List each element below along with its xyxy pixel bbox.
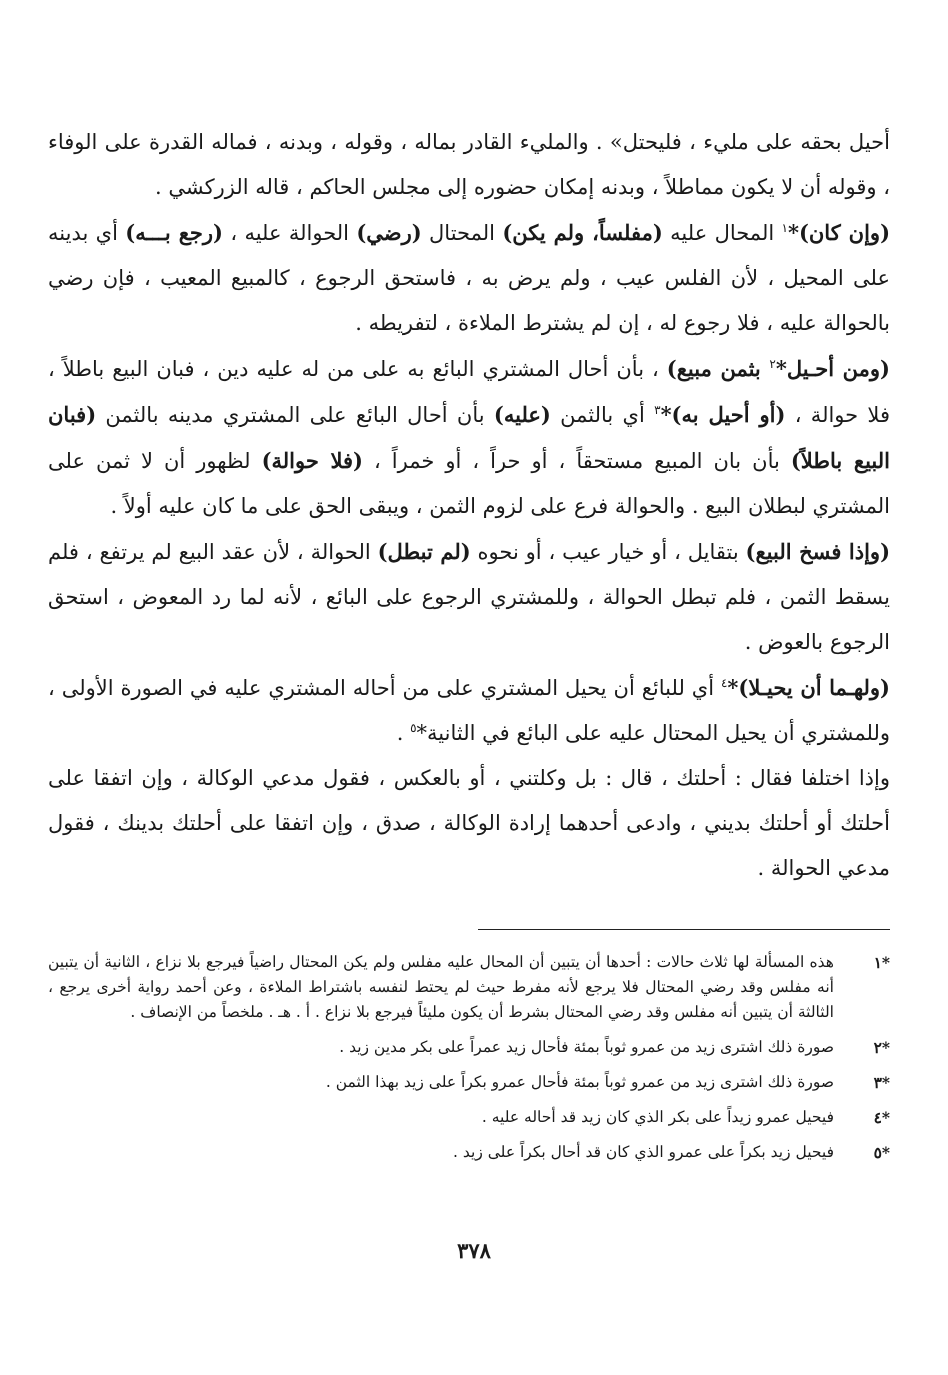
matn-text: (رضي) [356,220,422,245]
footnote-text: هذه المسألة لها ثلاث حالات : أحدها أن يتبين أن المحال عليه مفلس ولم يكن المحتال راضياً فيرجع بلا نزاع ، الثانية أن يتبين أنه مفلس وقد رضي المحتال فلا يرجع لأنه مفرط حيث لم يحتط لنفسه باشتراط الملاءة ، وعن أحمد رواية أخرى يرجع ، الثالثة أن يتبين أنه مفلس وقد رضي المحتال بشرط أن يكون مليئاً فيرجع بلا نزاع . أ . هـ . ملخصاً من الإنصاف . [48,953,834,1021]
footnote-text: صورة ذلك اشترى زيد من عمرو ثوباً بمئة فأحال عمرو بكراً على زيد بهذا الثمن . [325,1073,834,1091]
sharh-text: لظهور أن لا ثمن على المشتري لبطلان البيع . والحوالة فرع على لزوم الثمن ، ويبقى الحق على ما كان عليه أولاً . [48,449,890,518]
footnote [48,1070,890,1095]
matn-text: (ومن أحـيل* [775,356,890,381]
sharh-text: أي بالثمن [550,403,655,427]
sharh-text: المحتال [421,221,503,245]
sharh-text: أي بدينه على المحيل ، لأن الفلس عيب ، ولم يرض به ، فاستحق الرجوع ، كالمبيع المعيب ، فإن رضي بالحوالة عليه ، فلا رجوع له ، إن لم يشترط الملاءة ، لتفريطه . [48,221,890,335]
sharh-text: المحال عليه [662,221,782,245]
footnote-number: *٣ [873,1073,890,1092]
sharh-text: بتقايل ، أو خيار عيب ، أو نحوه [470,540,746,564]
paragraph [48,529,890,665]
main-text [48,120,890,891]
sharh-text: الحوالة ، لأن عقد البيع لم يرتفع ، فلم يسقط الثمن ، فلم تبطل الحوالة ، وللمشتري الرجوع على البائع ، لأنه لما رد المعوض ، استحق الرجوع بالعوض . [48,540,890,654]
matn-text: (لم تبطل) [377,539,471,564]
matn-text: (وإذا فسخ البيع) [745,539,891,564]
footnote [48,1105,890,1130]
matn-text: (ولهـما أن يحيـلا)* [727,675,890,700]
footnote-marker: ٣ [654,403,661,417]
footnote-marker: ٥ [410,721,417,735]
paragraph [48,346,890,529]
footnote-text: فيحيل عمرو زيداً على بكر الذي كان زيد قد أحاله عليه . [481,1108,834,1126]
matn-text: (فلا حوالة) [261,448,363,473]
matn-text: (رجع بـــه) [125,220,223,245]
matn-text: (عليه) [493,402,551,427]
matn-text: (وإن كان)* [787,220,891,245]
matn-text: (فبان البيع باطلاً) [48,402,890,473]
page-number: ٣٧٨ [457,1238,491,1263]
footnote-separator [478,929,890,930]
sharh-text: بأن بان المبيع مستحقاً ، أو حراً ، أو خمراً ، [362,449,791,473]
footnote [48,950,890,1025]
footnote-number: *٢ [873,1038,890,1057]
matn-text: (أو أحيل به)* [660,402,786,427]
sharh-text: أحيل بحقه على مليء ، فليحتل» . والمليء القادر بماله ، وقوله ، وبدنه ، فماله القدرة على الوفاء ، وقوله أن لا يكون مماطلاً ، وبدنه إمكان حضوره إلى مجلس الحاكم ، قاله الزركشي . [48,130,890,199]
footnotes [48,950,890,1175]
paragraph [48,210,890,346]
footnote-number: *١ [873,953,890,972]
footnote [48,1035,890,1060]
paragraph [48,756,890,891]
sharh-text: الحوالة عليه ، [222,221,357,245]
sharh-text: بأن أحال البائع على المشتري مدينه بالثمن [96,403,494,427]
paragraph [48,665,890,756]
sharh-text: وإذا اختلفا فقال : أحلتك ، قال : بل وكلتني ، أو بالعكس ، فقول مدعي الوكالة ، وإن اتفقا على أحلتك أو أحلتك بديني ، وادعى أحدهما إرادة الوكالة ، صدق ، وإن اتفقا على أحلتك بدينك ، فقول مدعي الحوالة . [48,766,890,880]
matn-text: بثمن مبيع) [666,356,770,381]
matn-text: (مفلساً، ولم يكن) [502,220,663,245]
footnote-number: *٤ [873,1108,890,1127]
footnote-text: فيحيل زيد بكراً على عمرو الذي كان قد أحال بكراً على زيد . [453,1143,834,1161]
footnote-text: صورة ذلك اشترى زيد من عمرو ثوباً بمئة فأحال زيد عمراً على بكر مدين زيد . [339,1038,834,1056]
footnote-marker: ٢ [769,357,776,371]
footnote-marker: ٤ [720,676,728,690]
sharh-text: أي للبائع أن يحيل المشتري على من أحاله المشتري عليه في الصورة الأولى ، وللمشتري أن يحيل المحتال عليه على البائع في الثانية* [48,676,890,745]
footnote-number: *٥ [873,1143,890,1162]
sharh-text: . [396,721,411,745]
footnote [48,1140,890,1165]
sharh-text: ، بأن أحال المشتري البائع به على من له عليه دين ، فبان البيع باطلاً ، فلا حوالة ، [48,357,890,427]
paragraph [48,120,890,210]
footnote-marker: ١ [781,221,788,235]
